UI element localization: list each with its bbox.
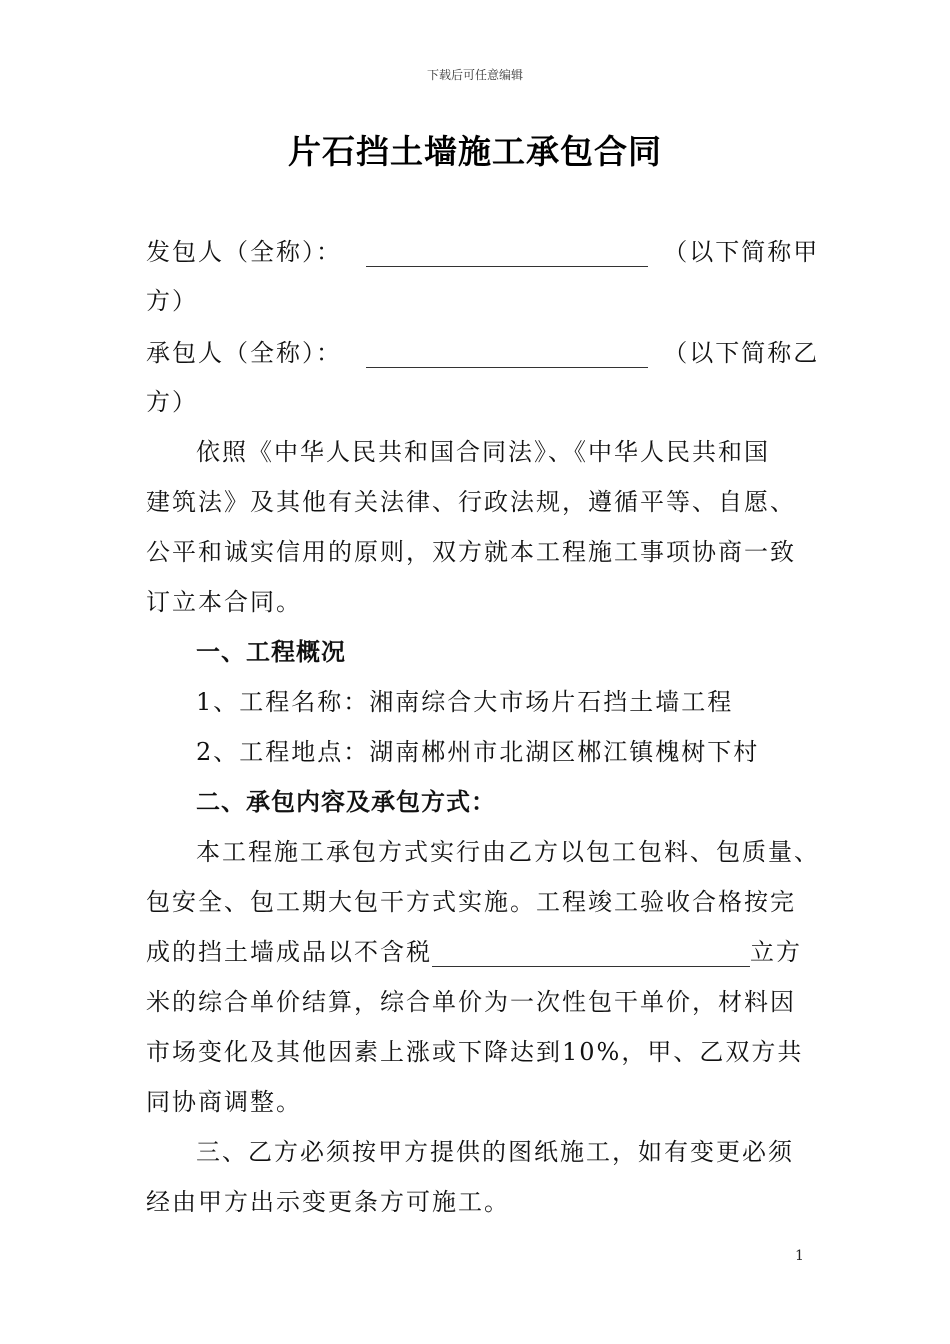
section3-line: 经由甲方出示变更条方可施工。	[146, 1188, 510, 1216]
price-after: 立方	[750, 938, 802, 966]
party-b-suffix: （以下简称乙	[663, 339, 820, 367]
header-note: 下载后可任意编辑	[426, 68, 523, 82]
section2-line: 同协商调整。	[146, 1088, 302, 1116]
project-name: 1、工程名称：湘南综合大市场片石挡土墙工程	[196, 688, 734, 716]
page-number: 1	[795, 1248, 804, 1264]
party-b-suffix-cont: 方）	[146, 388, 198, 416]
preamble-line: 建筑法》及其他有关法律、行政法规，遵循平等、自愿、	[146, 488, 796, 516]
section2-line: 本工程施工承包方式实行由乙方以包工包料、包质量、	[196, 838, 820, 866]
party-b-blank[interactable]	[366, 343, 648, 368]
section3-line: 三、乙方必须按甲方提供的图纸施工，如有变更必须	[196, 1138, 794, 1166]
party-a-suffix: （以下简称甲	[663, 238, 820, 266]
section1-heading: 一、工程概况	[196, 638, 346, 666]
section2-line: 包安全、包工期大包干方式实施。工程竣工验收合格按完	[146, 888, 796, 916]
preamble-line: 订立本合同。	[146, 588, 302, 616]
party-b-label: 承包人（全称）：	[146, 339, 342, 367]
preamble-line: 公平和诚实信用的原则，双方就本工程施工事项协商一致	[146, 538, 796, 566]
section2-line: 米的综合单价结算，综合单价为一次性包干单价，材料因	[146, 988, 796, 1016]
section2-blank-line	[146, 932, 802, 967]
preamble-line: 依照《中华人民共和国合同法》、《中华人民共和国	[196, 438, 770, 466]
document-title: 片石挡土墙施工承包合同	[288, 132, 662, 171]
section2-heading: 二、承包内容及承包方式：	[196, 788, 496, 816]
party-a-label: 发包人（全称）：	[146, 238, 342, 266]
unit-price-blank[interactable]	[432, 942, 750, 967]
project-location: 2、工程地点：湖南郴州市北湖区郴江镇槐树下村	[196, 738, 760, 766]
party-a-suffix-cont: 方）	[146, 287, 198, 315]
party-b-line	[146, 333, 819, 368]
party-a-line	[146, 232, 819, 267]
price-before: 成的挡土墙成品以不含税	[146, 938, 432, 966]
party-a-blank[interactable]	[366, 242, 648, 267]
section2-line: 市场变化及其他因素上涨或下降达到10%，甲、乙双方共	[146, 1038, 804, 1066]
